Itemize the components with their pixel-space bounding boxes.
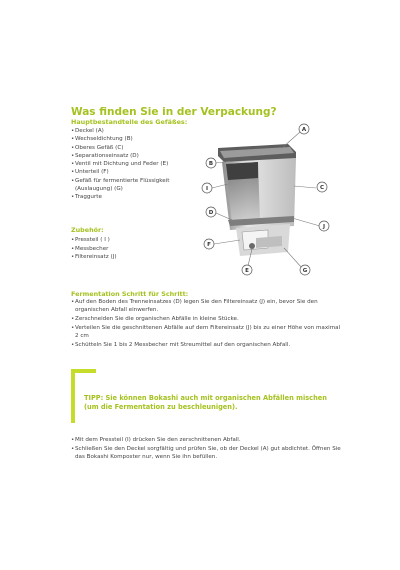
callout-d [206,207,216,217]
list-item: • Ventil mit Dichtung und Feder (E) [71,160,170,168]
steps-heading: Fermentation Schritt für Schritt: [71,290,189,298]
callout-i [202,183,212,193]
bokashi-bin-diagram [196,118,336,280]
svg-text:C: C [319,185,325,191]
list-item: • Verteilen Sie die geschnittenen Abfälle auf dem Filtereinsatz (J) bis zu einer Höhe von maximal 2 cm [71,325,341,340]
list-item: • Traggurte [71,193,170,201]
list-item: • Mit dem Pressteil (I) drücken Sie den zerschnittenen Abfall. [71,437,341,445]
list-item: • Oberes Gefäß (C) [71,144,170,152]
callout-b [206,158,216,168]
list-item: • Messbecher [71,245,117,254]
accessories-list [71,236,117,262]
svg-text:E: E [245,268,249,274]
list-item: • Gefäß für fermentierte Flüssigkeit (Auslaugung) (G) [71,177,170,194]
list-item: • Unterteil (F) [71,168,170,176]
main-parts-heading: Hauptbestandteile des Gefäßes: [71,118,188,126]
main-parts-list [71,127,170,202]
list-item: • Auf den Boden des Trenneinsatzes (D) legen Sie den Filtereinsatz (J) ein, bevor Sie den organischen Abfall einwerfen. [71,299,341,314]
svg-text:A: A [301,127,307,133]
list-item: • Filtereinsatz (J) [71,253,117,262]
list-item: • Wechseldichtung (B) [71,135,170,143]
callout-a [299,124,309,134]
accessories-heading: Zubehör: [71,226,104,234]
svg-text:I: I [205,186,209,192]
final-steps-list [71,437,341,463]
list-item: • Deckel (A) [71,127,170,135]
list-item: • Zerschneiden Sie die organischen Abfälle in kleine Stücke. [71,316,341,324]
callout-c [317,182,327,192]
list-item: • Schließen Sie den Deckel sorgfältig und prüfen Sie, ob der Deckel (A) gut abdichtet. Öffnen Sie das Bokashi Komposter nur, wenn Sie ihn befüllen. [71,446,341,461]
callout-g [300,265,310,275]
callout-f [204,239,214,249]
svg-text:B: B [208,161,214,167]
list-item: • Pressteil ( I ) [71,236,117,245]
page-title: Was finden Sie in der Verpackung? [71,106,277,118]
tip-bracket-vertical [71,369,75,423]
list-item: • Schütteln Sie 1 bis 2 Messbecher mit Streumittel auf den organischen Abfall. [71,342,341,350]
list-item: • Separationseinsatz (D) [71,152,170,160]
callout-j [319,221,329,231]
callout-e [242,265,252,275]
svg-text:G: G [302,268,308,274]
tip-text: TIPP: Sie können Bokashi auch mit organischen Abfällen mischen (um die Fermentation zu beschleunigen). [84,394,327,411]
tip-bracket-horizontal [71,369,96,373]
svg-text:J: J [322,224,326,230]
steps-list [71,299,341,351]
svg-text:D: D [208,210,214,216]
svg-text:F: F [207,242,211,248]
